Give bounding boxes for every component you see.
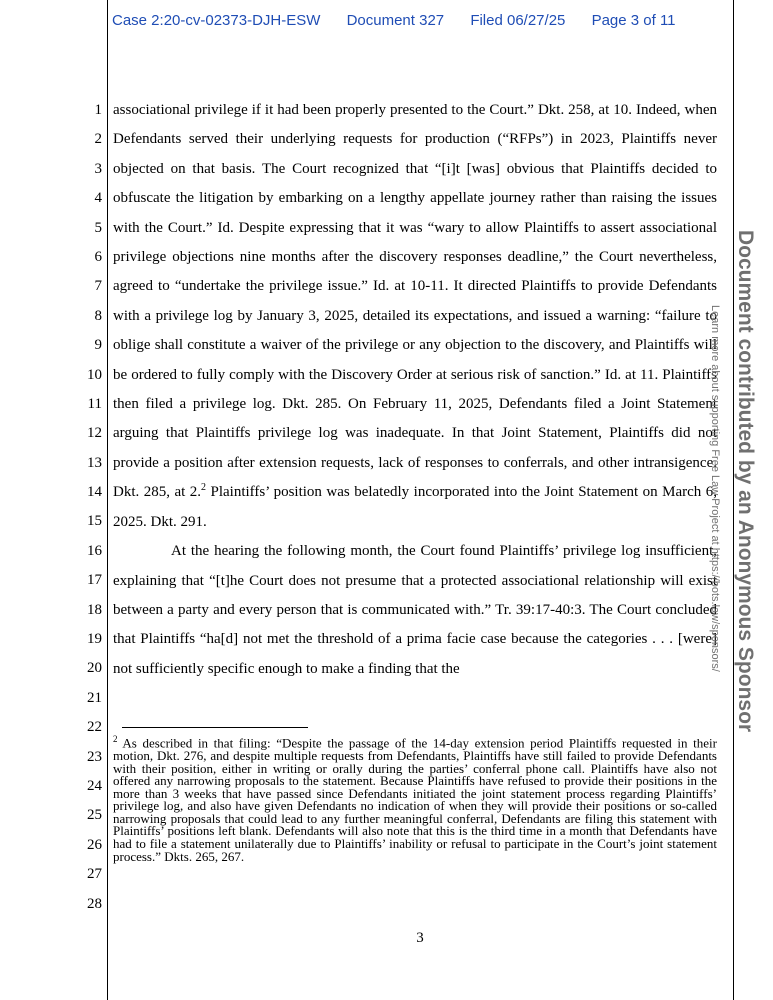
line-number: 24 — [87, 777, 102, 794]
line-number: 21 — [87, 689, 102, 706]
line-number: 11 — [87, 395, 102, 412]
line-number: 12 — [87, 425, 102, 442]
line-number: 20 — [87, 660, 102, 677]
line-numbers — [72, 96, 102, 919]
line-number: 16 — [87, 542, 102, 559]
document-number: Document 327 — [346, 12, 445, 29]
page-indicator: Page 3 of 11 — [591, 12, 676, 29]
line-number: 25 — [87, 807, 102, 824]
paragraph-1 — [113, 96, 717, 537]
paragraph-1-tail: Plaintiffs’ position was belatedly incorporated into the Joint Statement on March 6, 2025. Dkt. 291. — [113, 484, 718, 530]
line-number: 18 — [87, 601, 102, 618]
left-margin-rule — [107, 0, 108, 1000]
footnote-text: As described in that filing: “Despite the passage of the 14-day extension period Plaintiffs requested in their motion, Dkt. 276, and despite multiple requests from Defendants, Plaintiffs have still failed to provide Defendants with their position, either in writing or orally during the parties’ conferral phone call. Plaintiffs have also not offered any narrowing proposals to the statement. Because Plaintiffs have refused to provide their positions in the more than 3 weeks that have passed since Defendants initiated the joint statement process regarding Plaintiffs’ privilege log, and also have given Defendants no indication of when they will provide their positions or so-called narrowing proposals that could lead to any further meaningful conferral, Defendants are filing this statement with Plaintiffs’ positions left blank. Defendants will also note that this is the third time in a month that Defendants have had to file a statement unilaterally due to Plaintiffs’ inability or refusal to participate in the Court’s joint statement process.” Dkts. 265, 267. — [113, 735, 717, 864]
footnote — [113, 733, 717, 863]
line-number: 6 — [94, 248, 102, 265]
line-number: 13 — [87, 454, 102, 471]
line-number: 23 — [87, 748, 102, 765]
line-number: 27 — [87, 866, 102, 883]
filing-header — [112, 12, 732, 29]
paragraph-2: At the hearing the following month, the Court found Plaintiffs’ privilege log insufficient, explaining that “[t]he Court does not presume that a protected associational relationship will exist between a party and every person that is communicated with.” Tr. 39:17-40:3. The Court concluded that Plaintiffs “ha[d] not met the threshold of a prima facie case because the categories . . . [were] not sufficiently specific enough to make a finding that the — [113, 543, 717, 677]
line-number: 28 — [87, 895, 102, 912]
line-number: 19 — [87, 631, 102, 648]
line-number: 14 — [87, 484, 102, 501]
line-number: 26 — [87, 836, 102, 853]
line-number: 8 — [94, 307, 102, 324]
footnote-marker: 2 — [113, 734, 118, 744]
footnote-reference: 2 — [201, 482, 207, 494]
line-number: 17 — [87, 572, 102, 589]
paragraph-1-text: associational privilege if it had been properly presented to the Court.” Dkt. 258, at 10. Indeed, when Defendants served their underlying requests for production (“RFPs”) in 2023, Plaintiffs never objected on that basis. The Court recognized that “[i]t [was] obvious that Plaintiffs decided to obfuscate the litigation by embarking on a lengthy appellate journey rather than raising the issues with the Court.” Id. Despite expressing that it was “wary to allow Plaintiffs to assert associational privilege objections nine months after the discovery responses deadline,” the Court nevertheless, agreed to “undertake the privilege issue.” Id. at 10-11. It directed Plaintiffs to provide Defendants with a privilege log by January 3, 2025, detailed its expectations, and issued a warning: “failure to oblige shall constitute a waiver of the privilege or any objection to the discovery, and Plaintiffs will be ordered to fully comply with the Discovery Order at serious risk of sanction.” Id. at 11. Plaintiffs then filed a privilege log. Dkt. 285. On February 11, 2025, Defendants filed a Joint Statement arguing that Plaintiffs privilege log was inadequate. In that Joint Statement, Plaintiffs did not provide a position after extension requests, lack of responses to conferrals, and other intransigence. Dkt. 285, at 2. — [113, 102, 717, 501]
line-number: 7 — [94, 278, 102, 295]
line-number: 3 — [94, 160, 102, 177]
line-number: 9 — [94, 337, 102, 354]
line-number: 5 — [94, 219, 102, 236]
line-number: 1 — [94, 102, 102, 118]
sponsor-watermark: Document contributed by an Anonymous Sponsor — [734, 230, 757, 733]
line-number: 4 — [94, 190, 102, 207]
sponsor-link-text: Learn more about supporting Free Law Project at https://bots.law/sponsors/ — [709, 305, 721, 672]
footnote-separator — [122, 727, 308, 728]
case-number: Case 2:20-cv-02373-DJH-ESW — [112, 12, 321, 29]
line-number: 2 — [94, 131, 102, 148]
line-number: 15 — [87, 513, 102, 530]
filed-date: Filed 06/27/25 — [470, 12, 566, 29]
page-number: 3 — [416, 930, 424, 946]
line-number: 22 — [87, 719, 102, 736]
line-number: 10 — [87, 366, 102, 383]
body-text — [113, 96, 717, 684]
